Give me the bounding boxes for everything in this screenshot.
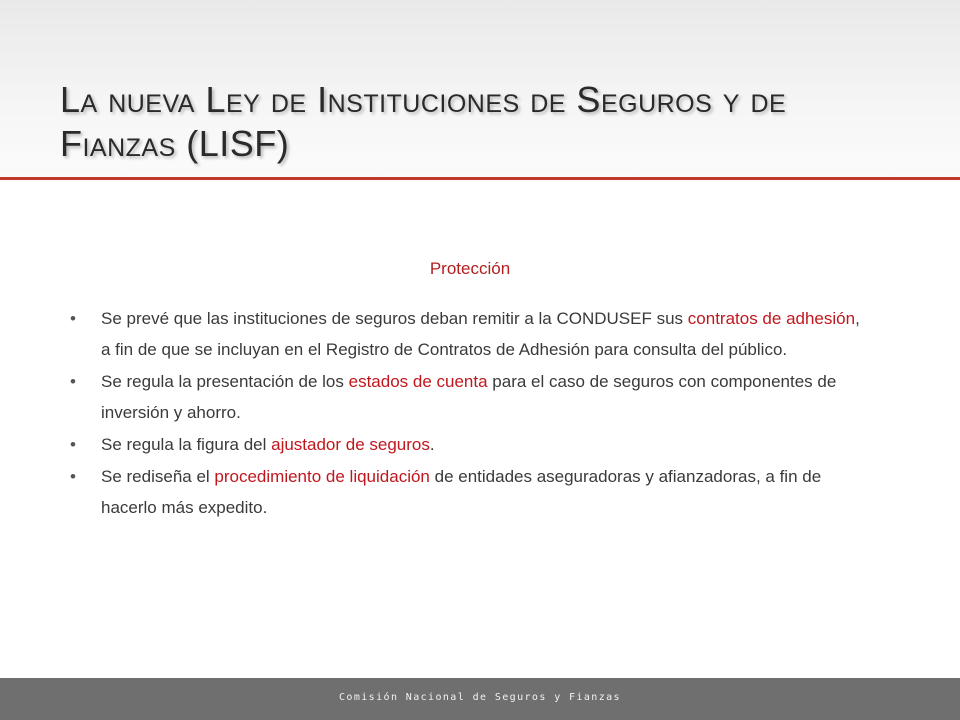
footer-organization-name: Comisión Nacional de Seguros y Fianzas — [339, 692, 621, 703]
bullet-text: Se regula la figura del — [101, 435, 272, 454]
bullet-item — [70, 429, 860, 460]
section-subtitle: Protección — [429, 259, 511, 278]
bullet-item — [70, 366, 860, 428]
bullet-text: , a fin de que se incluyan en el Registro de Contratos de Adhesión para consulta del público. — [101, 309, 860, 359]
bullet-text: Se prevé que las instituciones de seguros deban remitir a la CONDUSEF sus — [101, 309, 688, 328]
slide-title-line-2: Fianzas (LISF) — [60, 123, 290, 164]
bullet-item — [70, 303, 860, 365]
bullet-highlight: estados de cuenta — [348, 372, 488, 391]
bullet-dot-icon: • — [70, 309, 76, 328]
bullet-text: Se regula la presentación de los — [101, 372, 349, 391]
bullet-highlight: ajustador de seguros — [271, 435, 430, 454]
footer-bar — [0, 678, 960, 720]
bullet-text: para el caso de seguros con componentes de inversión y ahorro. — [101, 372, 837, 422]
bullet-text: . — [429, 435, 435, 454]
bullet-dot-icon: • — [70, 435, 76, 454]
title-divider — [0, 177, 960, 180]
slide-title — [60, 78, 920, 166]
slide-title-line-1: La nueva Ley de Instituciones de Seguros y de — [60, 79, 787, 120]
bullet-item — [70, 461, 860, 523]
bullet-list — [70, 303, 860, 524]
bullet-highlight: contratos de adhesión — [687, 309, 856, 328]
bullet-text: de entidades aseguradoras y afianzadoras, a fin de hacerlo más expedito. — [101, 467, 822, 517]
bullet-highlight: procedimiento de liquidación — [214, 467, 430, 486]
bullet-dot-icon: • — [70, 467, 76, 486]
bullet-text: Se rediseña el — [101, 467, 215, 486]
bullet-dot-icon: • — [70, 372, 76, 391]
